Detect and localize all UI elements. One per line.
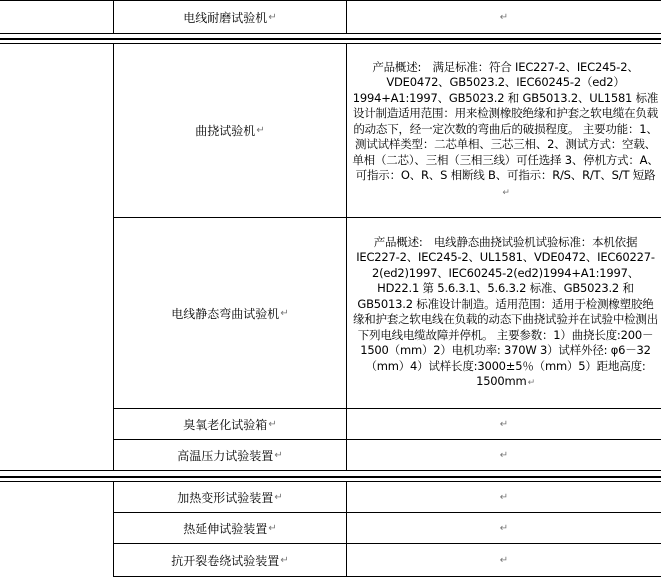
grid-line: [0, 33, 661, 34]
paragraph-mark: ↵: [527, 378, 535, 388]
paragraph-mark: ↵: [268, 11, 277, 23]
table-separator: [0, 476, 661, 478]
product-name: 臭氧老化试验箱: [183, 417, 268, 432]
paragraph-mark: ↵: [256, 125, 265, 136]
product-desc-cell: [346, 482, 661, 512]
product-desc: 产品概述: 电线静态曲挠试验机试验标准：本机依据 IEC227-2、IEC245-2、UL1581、VDE0472、IEC60227-2(ed2)1997、IEC60245-2(ed2)1994+A1:1997、HD22.1 第 5.6.3.1、5.6.3.2 标准、GB5023.2 和 GB5013.2 标准设计制造。适用范围：适用于检测橡塑胶绝缘和护套之软电线在负载的动态下曲挠试验并在试验中检测出下列电线电缆故障并停机。 主要参数：1）曲挠长度:200－1500（mm）2）电机功率: 370W 3）试样外径: φ6－32（mm）4）试样长度:3000±5％（mm）5）距地高度: 1500mm: [352, 234, 659, 388]
paragraph-mark: ↵: [499, 554, 509, 566]
product-name: 加热变形试验装置: [177, 490, 274, 505]
product-name: 曲挠试验机: [195, 124, 256, 138]
product-name-cell: [114, 1, 346, 33]
product-desc-cell: [346, 44, 661, 217]
paragraph-mark: ↵: [274, 449, 283, 461]
product-name-cell: [114, 44, 346, 217]
product-name: 电线静态弯曲试验机: [171, 306, 280, 321]
paragraph-mark: ↵: [499, 491, 509, 503]
product-desc-cell: [346, 1, 661, 33]
product-name-cell: [114, 544, 346, 576]
paragraph-mark: ↵: [280, 307, 289, 319]
product-desc-cell: [346, 409, 661, 439]
table-separator: [0, 38, 661, 40]
product-desc-cell: [346, 440, 661, 470]
paragraph-mark: ↵: [280, 554, 289, 566]
paragraph-mark: ↵: [502, 187, 510, 198]
paragraph-mark: ↵: [499, 522, 509, 534]
paragraph-mark: ↵: [499, 449, 509, 461]
product-name-cell: [114, 513, 346, 543]
product-desc-cell: [346, 218, 661, 408]
paragraph-mark: ↵: [268, 522, 277, 534]
product-name: 抗开裂卷绕试验装置: [171, 553, 280, 568]
product-desc-cell: [346, 544, 661, 576]
paragraph-mark: ↵: [499, 418, 509, 430]
product-name: 热延伸试验装置: [183, 521, 268, 536]
product-name-cell: [114, 409, 346, 439]
product-name-cell: [114, 440, 346, 470]
product-name: 高温压力试验装置: [177, 448, 274, 463]
product-desc-cell: [346, 513, 661, 543]
grid-line: [0, 470, 661, 471]
product-name-cell: [114, 218, 346, 408]
paragraph-mark: ↵: [499, 11, 509, 23]
product-desc: 产品概述: 满足标准：符合 IEC227-2、IEC245-2、VDE0472、GB5023.2、IEC60245-2（ed2）1994+A1:1997、GB5023.2 和 GB5013.2、UL1581 标准设计制造适用范围：用来检测橡胶绝缘和护套之软电缆在负载的动态下，经一定次数的弯曲后的破损程度。 主要功能：1、测试试样类型：二芯单相、三芯三相、2、测试方式：空载、单相（二芯）、三相（三相三线）可任选择 3、停机方式：A、可指示：O、R、S 相断线 B、可指示：R/S、R/T、S/T 短路: [352, 59, 659, 183]
product-name: 电线耐磨试验机: [183, 10, 268, 25]
paragraph-mark: ↵: [274, 491, 283, 503]
product-name-cell: [114, 482, 346, 512]
paragraph-mark: ↵: [268, 418, 277, 430]
